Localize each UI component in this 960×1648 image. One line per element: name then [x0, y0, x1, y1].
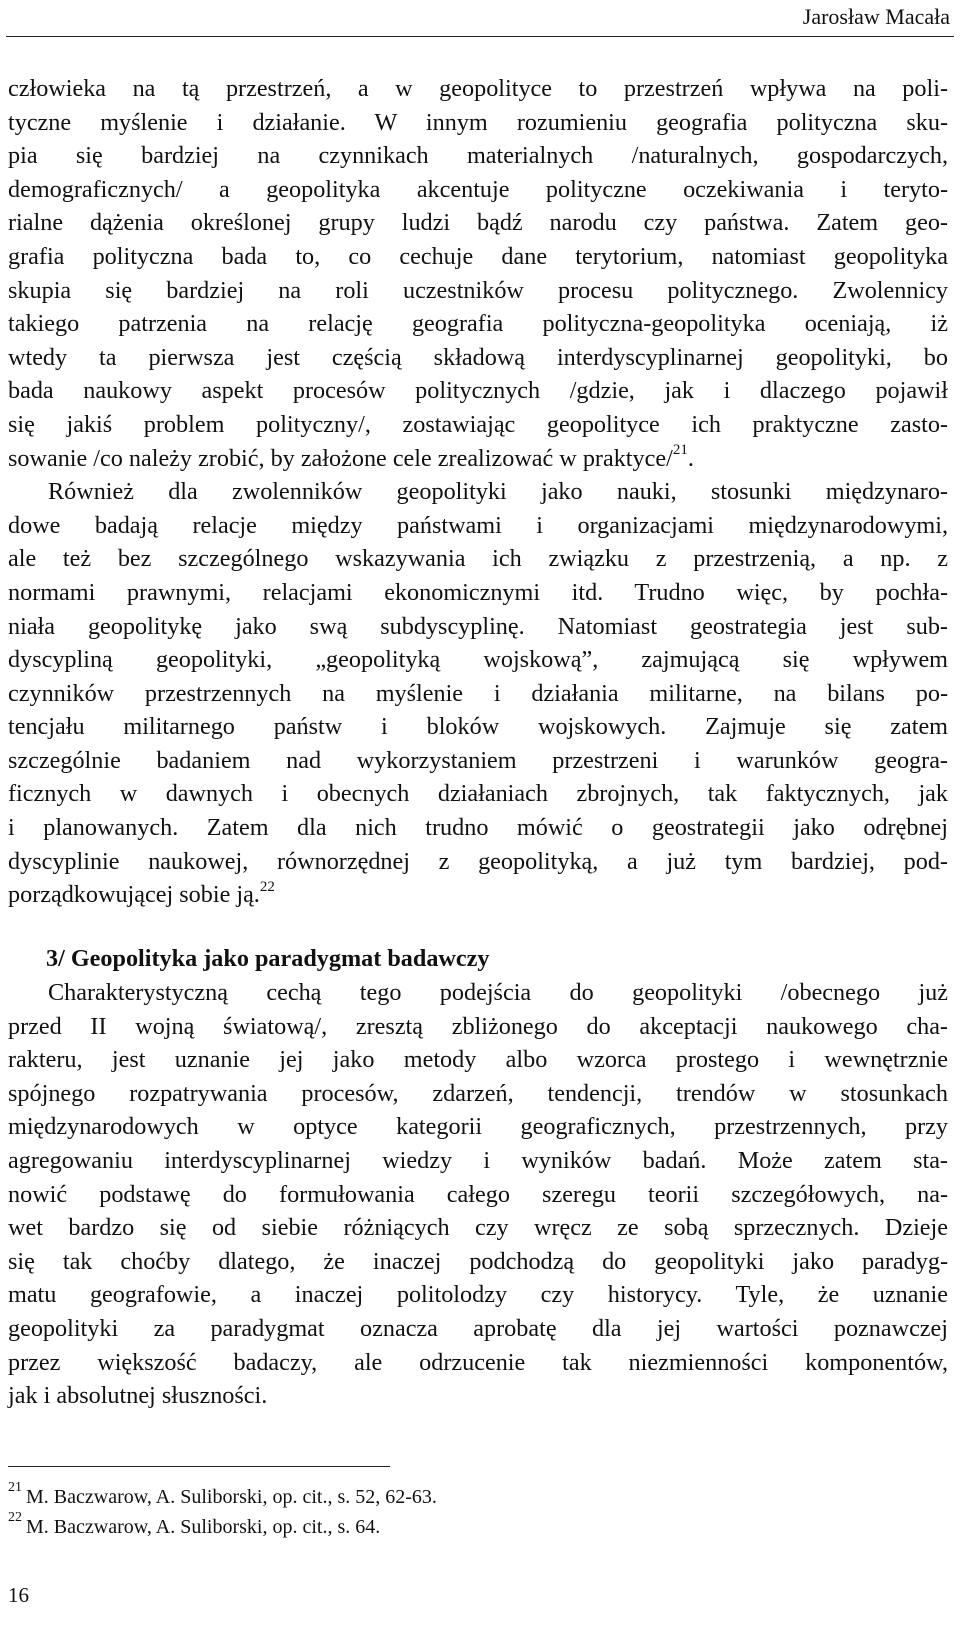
text-line: pia się bardziej na czynnikach materialnych /naturalnych, gospodarczych, [8, 142, 948, 170]
text-line: ficznych w dawnych i obecnych działaniach zbrojnych, tak faktycznych, jak [8, 780, 948, 808]
footnote-number: 21 [8, 1480, 22, 1496]
text-line: bada naukowy aspekt procesów politycznych /gdzie, jak i dlaczego pojawił [8, 377, 948, 405]
text-line: nowić podstawę do formułowania całego szeregu teorii szczegółowych, na- [8, 1180, 948, 1208]
footnote-separator [8, 1466, 390, 1467]
header-rule [6, 36, 954, 37]
text-line: ale też bez szczególnego wskazywania ich związku z przestrzenią, a np. z [8, 545, 948, 573]
text-line: i planowanych. Zatem dla nich trudno mówić o geostrategii jako odrębnej [8, 814, 948, 842]
text-line: wtedy ta pierwsza jest częścią składową interdyscyplinarnej geopolityki, bo [8, 343, 948, 371]
page-number: 16 [8, 1583, 29, 1607]
text-line-last [8, 442, 948, 476]
footnote-text: M. Baczwarow, A. Suliborski, op. cit., s. 52, 62-63. [26, 1486, 437, 1508]
text-line: się tak choćby dlatego, że inaczej podchodzą do geopolityki jako paradyg- [8, 1247, 948, 1275]
text-line-content: sowanie /co należy zrobić, by założone cele zrealizować w praktyce/ [8, 444, 673, 472]
text-line: wet bardzo się od siebie różniących czy wręcz ze sobą sprzecznych. Dzieje [8, 1214, 948, 1242]
footnote-text: M. Baczwarow, A. Suliborski, op. cit., s. 64. [26, 1516, 381, 1538]
text-line: demograficznych/ a geopolityka akcentuje polityczne oczekiwania i teryto- [8, 175, 948, 203]
text-line: szczególnie badaniem nad wykorzystaniem przestrzeni i warunków geogra- [8, 746, 948, 774]
text-line: skupia się bardziej na roli uczestników procesu politycznego. Zwolennicy [8, 276, 948, 304]
footnotes [8, 1482, 948, 1542]
text-line: matu geografowie, a inaczej politolodzy czy historycy. Tyle, że uznanie [8, 1281, 948, 1309]
text-line: międzynarodowych w optyce kategorii geograficznych, przestrzennych, przy [8, 1113, 948, 1141]
text-line: normami prawnymi, relacjami ekonomicznymi itd. Trudno więc, by pochła- [8, 578, 948, 606]
section-heading: 3/ Geopolityka jako paradygmat badawczy [46, 945, 490, 972]
text-line: dyscyplinie naukowej, równorzędnej z geopolityką, a już tym bardziej, pod- [8, 847, 948, 875]
text-line-content: porządkowującej sobie ją. [8, 881, 260, 909]
text-line: takiego patrzenia na relację geografia polityczna-geopolityka oceniają, iż [8, 310, 948, 338]
body-text-part-2 [8, 976, 948, 1413]
text-line-last: jak i absolutnej słuszności. [8, 1382, 268, 1410]
footnote-ref-21[interactable]: 21 [672, 442, 688, 459]
footnote-number: 22 [8, 1510, 22, 1526]
text-line: rialne dążenia określonej grupy ludzi bądź narodu czy państwa. Zatem geo- [8, 209, 948, 237]
text-line: przez większość badaczy, ale odrzucenie tak niezmienności komponentów, [8, 1348, 948, 1376]
text-line: niała geopolitykę jako swą subdyscyplinę. Natomiast geostrategia jest sub- [8, 612, 948, 640]
text-line: agregowaniu interdyscyplinarnej wiedzy i wyników badań. Może zatem sta- [8, 1146, 948, 1174]
text-line: tencjału militarnego państw i bloków wojskowych. Zajmuje się zatem [8, 713, 948, 741]
footnote-ref-22[interactable]: 22 [259, 879, 275, 896]
body-text-part-1 [8, 72, 948, 912]
text-line: geopolityki za paradygmat oznacza aprobatę dla jej wartości poznawczej [8, 1314, 948, 1342]
text-line-last [8, 878, 948, 912]
text-line: dowe badają relacje między państwami i organizacjami międzynarodowymi, [8, 511, 948, 539]
text-line: Również dla zwolenników geopolityki jako nauki, stosunki międzynaro- [48, 478, 948, 506]
text-line: grafia polityczna bada to, co cechuje dane terytorium, natomiast geopolityka [8, 242, 948, 270]
text-line: dyscypliną geopolityki, „geopolityką wojskową”, zajmującą się wpływem [8, 646, 948, 674]
text-line: się jakiś problem polityczny/, zostawiając geopolityce ich praktyczne zasto- [8, 410, 948, 438]
text-line: spójnego rozpatrywania procesów, zdarzeń, tendencji, trendów w stosunkach [8, 1079, 948, 1107]
footnote-21 [8, 1482, 948, 1512]
text-line: rakteru, jest uznanie jej jako metody albo wzorca prostego i wewnętrznie [8, 1046, 948, 1074]
footnote-22 [8, 1512, 948, 1542]
text-line: czynników przestrzennych na myślenie i działania militarne, na bilans po- [8, 679, 948, 707]
text-line: tyczne myślenie i działanie. W innym rozumieniu geografia polityczna sku- [8, 108, 948, 136]
text-line: przed II wojną światową/, zresztą zbliżonego do akceptacji naukowego cha- [8, 1012, 948, 1040]
running-head: Jarosław Macała [802, 4, 950, 29]
text-line-tail: . [687, 444, 694, 472]
text-line: Charakterystyczną cechą tego podejścia do geopolityki /obecnego już [48, 979, 948, 1006]
text-line: człowieka na tą przestrzeń, a w geopolityce to przestrzeń wpływa na poli- [8, 75, 948, 102]
